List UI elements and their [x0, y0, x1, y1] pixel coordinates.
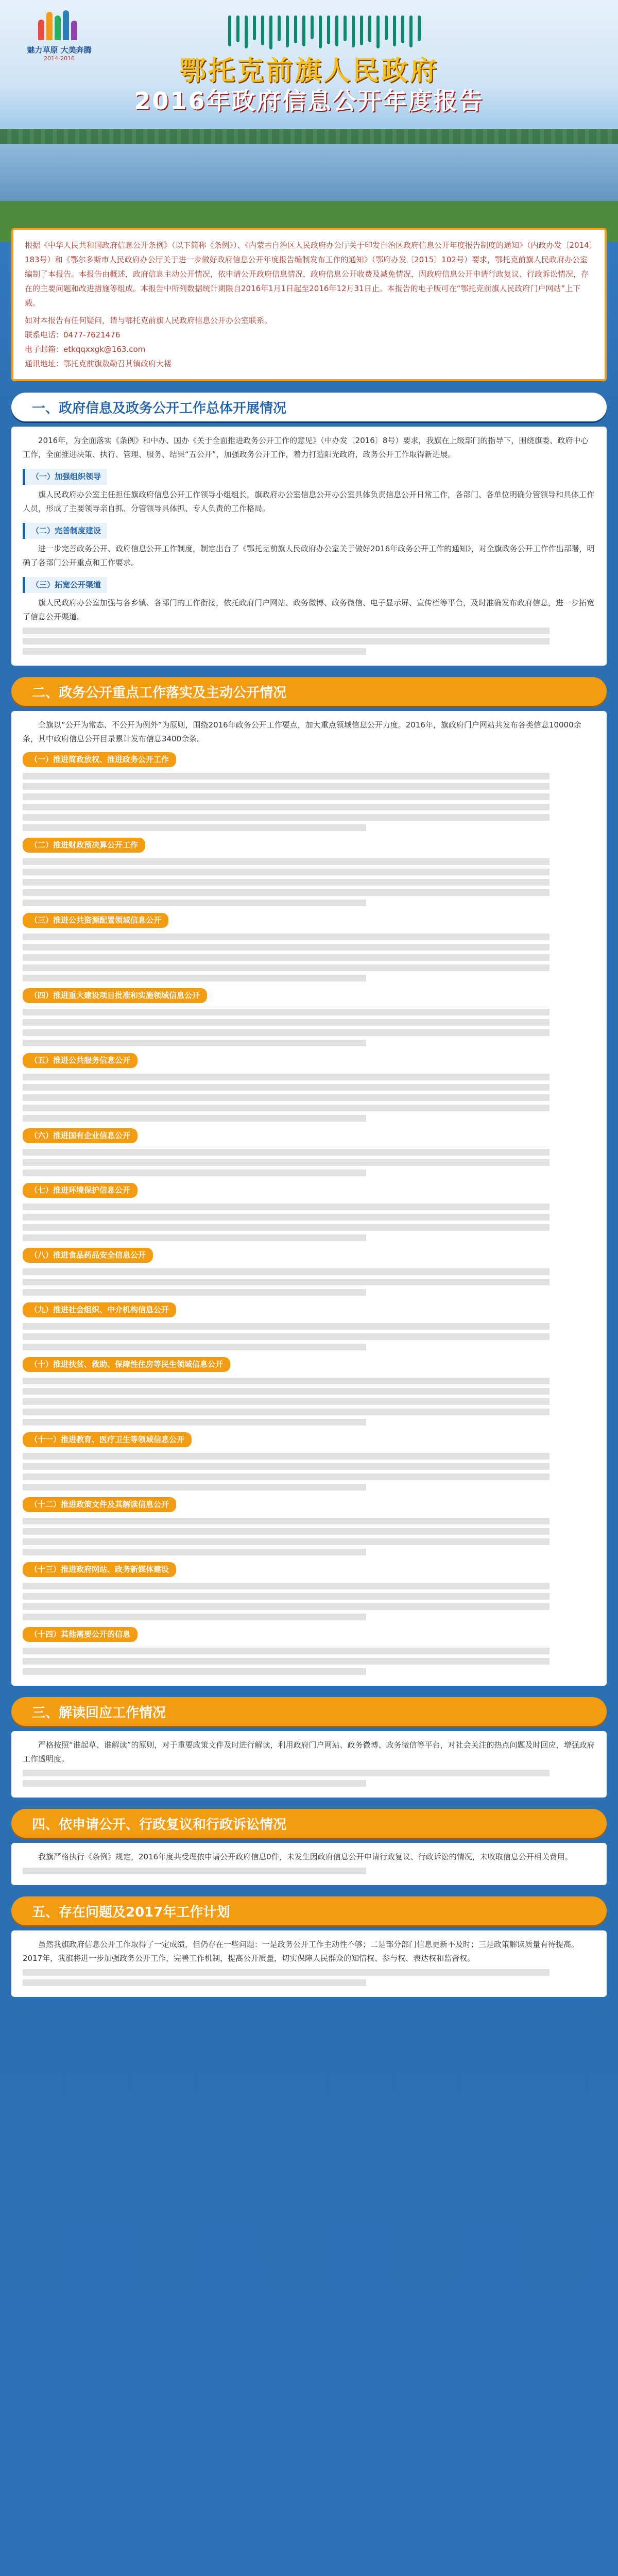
- text-line: [23, 1658, 595, 1665]
- text-line: [23, 1323, 595, 1330]
- text-line: [23, 773, 595, 779]
- text-line: [23, 1603, 595, 1610]
- text-line: [23, 648, 595, 655]
- text-line: [23, 1780, 595, 1787]
- section-1-lead: 2016年，为全面落实《条例》和中办、国办《关于全面推进政务公开工作的意见》（中办发〔2016〕8号）要求，我旗在上级部门的指导下，围绕旗委、政府中心工作，全面推进决策、执行、管理、服务、结果“五公开”，加强政务公开工作，着力打造阳光政府，政务公开工作取得新进展。: [23, 436, 589, 459]
- text-line: [23, 1074, 595, 1080]
- text-line: [23, 1419, 595, 1426]
- text-line: [23, 1969, 595, 1976]
- text-line: [23, 1648, 595, 1654]
- section-title-2: 二、政务公开重点工作落实及主动公开情况: [11, 677, 607, 706]
- section-2-item: （二）推进财政预决算公开工作: [23, 838, 145, 853]
- section-heading-3: [11, 1697, 607, 1726]
- text-line: [23, 1105, 595, 1111]
- text-line: [23, 1333, 595, 1340]
- banner-lake: [0, 144, 618, 206]
- text-line: [23, 1019, 595, 1026]
- text-line: [23, 1388, 595, 1395]
- text-line: [23, 1979, 595, 1986]
- text-line: [23, 1170, 595, 1176]
- text-line: [23, 1234, 595, 1241]
- text-line: [23, 1868, 595, 1874]
- text-line: [23, 1040, 595, 1046]
- contact-line: 如对本报告有任何疑问，请与鄂托克前旗人民政府信息公开办公室联系。: [25, 316, 272, 325]
- section-1-sub3-text: 旗人民政府办公室加强与各乡镇、各部门的工作衔接，依托政府门户网站、政务微博、政务微信、电子显示屏、宣传栏等平台，及时准确发布政府信息，进一步拓宽了信息公开渠道。: [23, 598, 595, 621]
- text-line: [23, 900, 595, 906]
- text-line: [23, 954, 595, 961]
- text-line: [23, 944, 595, 951]
- text-line: [23, 1204, 595, 1210]
- text-line: [23, 1528, 595, 1535]
- section-2-lead: 全旗以“公开为常态、不公开为例外”为原则，围绕2016年政务公开工作要点，加大重点领域信息公开力度。2016年，旗政府门户网站共发布各类信息10000余条，其中政府信息公开目录累计发布信息3400余条。: [23, 720, 581, 743]
- contact-phone: 联系电话：0477-7621476: [25, 330, 121, 340]
- section-heading-1: [11, 393, 607, 421]
- text-line: [23, 1289, 595, 1296]
- text-line: [23, 869, 595, 875]
- text-line: [23, 1473, 595, 1480]
- section-1-sub1-title: （一）加强组织领导: [23, 469, 107, 485]
- text-line: [23, 793, 595, 800]
- intro-box: [11, 228, 607, 381]
- text-line: [23, 1409, 595, 1415]
- text-line: [23, 934, 595, 940]
- text-line: [23, 1084, 595, 1091]
- section-5-text: 虽然我旗政府信息公开工作取得了一定成绩，但仍存在一些问题：一是政务公开工作主动性不够；二是部分部门信息更新不及时；三是政策解读质量有待提高。2017年，我旗将进一步加强政务公开工作，完善工作机制，提高公开质量，切实保障人民群众的知情权、参与权、表达权和监督权。: [23, 1940, 579, 1963]
- section-4-card: [11, 1843, 607, 1885]
- text-line: [23, 1094, 595, 1101]
- text-line: [23, 1593, 595, 1600]
- mongolian-script-decoration: [180, 15, 469, 52]
- logo-caption: 魅力草原 大美奔腾: [27, 45, 92, 55]
- logo-year: 2014-2016: [44, 55, 75, 62]
- section-heading-2: [11, 677, 607, 706]
- text-line: [23, 628, 595, 634]
- section-1-sub2-text: 进一步完善政务公开、政府信息公开工作制度，制定出台了《鄂托克前旗人民政府办公室关于做好2016年政务公开工作的通知》，对全旗政务公开工作作出部署，明确了各部门公开重点和工作要求。: [23, 544, 595, 567]
- text-line: [23, 1009, 595, 1015]
- text-line: [23, 1214, 595, 1221]
- section-2-item: （五）推进公共服务信息公开: [23, 1053, 138, 1068]
- text-line: [23, 1378, 595, 1384]
- section-2-item: （三）推进公共资源配置领域信息公开: [23, 913, 168, 928]
- section-2-item: （十一）推进教育、医疗卫生等领域信息公开: [23, 1432, 192, 1447]
- text-line: [23, 814, 595, 821]
- section-2-item: （一）推进简政放权、推进政务公开工作: [23, 752, 176, 767]
- section-3-text: 严格按照“谁起草、谁解读”的原则，对于重要政策文件及时进行解读，利用政府门户网站、政务微博、政务微信等平台，对社会关注的热点问题及时回应，增强政府工作透明度。: [23, 1740, 595, 1764]
- section-title-4: 四、依申请公开、行政复议和行政诉讼情况: [11, 1809, 607, 1838]
- text-line: [23, 1159, 595, 1166]
- text-line: [23, 858, 595, 865]
- text-line: [23, 1029, 595, 1036]
- text-line: [23, 1115, 595, 1122]
- text-line: [23, 1268, 595, 1275]
- section-1-card: [11, 427, 607, 666]
- text-line: [23, 1518, 595, 1524]
- contact-email: 电子邮箱：etkqqxxgk@163.com: [25, 345, 146, 354]
- text-line: [23, 804, 595, 810]
- section-2-item: （七）推进环境保护信息公开: [23, 1183, 138, 1198]
- text-line: [23, 1279, 595, 1285]
- section-heading-4: [11, 1809, 607, 1838]
- section-2-item: （九）推进社会组织、中介机构信息公开: [23, 1302, 176, 1317]
- section-1-sub2-title: （二）完善制度建设: [23, 523, 107, 539]
- text-line: [23, 638, 595, 645]
- text-line: [23, 1583, 595, 1589]
- text-line: [23, 1463, 595, 1470]
- text-line: [23, 1224, 595, 1231]
- section-title-5: 五、存在问题及2017年工作计划: [11, 1896, 607, 1925]
- section-title-1: 一、政府信息及政务公开工作总体开展情况: [11, 393, 607, 421]
- text-line: [23, 824, 595, 831]
- section-2-item: （四）推进重大建设项目批准和实施领域信息公开: [23, 988, 207, 1003]
- section-2-item: （十二）推进政策文件及其解读信息公开: [23, 1497, 176, 1512]
- section-1-sub3-title: （三）拓宽公开渠道: [23, 577, 107, 593]
- section-1-sub1-text: 旗人民政府办公室主任担任旗政府信息公开工作领导小组组长，旗政府办公室信息公开办公室具体负责信息公开日常工作，各部门、各单位明确分管领导和具体工作人员，形成了主要领导亲自抓、分管领导具体抓、专人负责的工作格局。: [23, 490, 595, 513]
- report-title-line1: 鄂托克前旗人民政府: [179, 55, 439, 87]
- text-line: [23, 1668, 595, 1675]
- section-2-item: （十）推进扶贫、救助、保障性住房等民生领域信息公开: [23, 1357, 230, 1372]
- text-line: [23, 1344, 595, 1350]
- text-line: [23, 783, 595, 790]
- header-banner: [0, 0, 618, 242]
- section-5-card: [11, 1930, 607, 1997]
- text-line: [23, 1549, 595, 1555]
- text-line: [23, 1398, 595, 1405]
- intro-text: 根据《中华人民共和国政府信息公开条例》（以下简称《条例》）、《内蒙古自治区人民政府办公厅关于印发自治区政府信息公开年度报告制度的通知》（内政办发〔2014〕183号）和《鄂尔多斯市人民政府办公厅关于进一步做好政府信息公开年度报告编制发布工作的通知》（鄂府办发〔2015〕102号）要求，鄂托克前旗人民政府办公室编制了本报告。本报告由概述，政府信息主动公开情况，依申请公开政府信息情况，政府信息公开收费及减免情况，因政府信息公开申请行政复议、行政诉讼情况，存在的主要问题和改进措施等组成。本报告中所列数据统计期限自2016年1月1日起至2016年12月31日止。本报告的电子版可在“鄂托克前旗人民政府门户网站”上下载。: [25, 241, 593, 308]
- section-2-item: （八）推进食品药品安全信息公开: [23, 1248, 153, 1263]
- section-2-card: [11, 711, 607, 1686]
- section-2-item: （十三）推进政府网站、政务新媒体建设: [23, 1562, 176, 1577]
- text-line: [23, 1538, 595, 1545]
- text-line: [23, 1149, 595, 1156]
- text-line: [23, 889, 595, 896]
- section-2-item: （十四）其他需要公开的信息: [23, 1627, 138, 1642]
- section-3-card: [11, 1731, 607, 1798]
- section-2-item: （六）推进国有企业信息公开: [23, 1128, 138, 1143]
- text-line: [23, 879, 595, 886]
- text-line: [23, 1453, 595, 1460]
- report-title-line2: 2016年政府信息公开年度报告: [134, 87, 484, 115]
- text-line: [23, 1770, 595, 1776]
- logo-icon: [36, 9, 82, 40]
- text-line: [23, 1484, 595, 1490]
- section-heading-5: [11, 1896, 607, 1925]
- text-line: [23, 975, 595, 981]
- text-line: [23, 964, 595, 971]
- section-4-text: 我旗严格执行《条例》规定，2016年度共受理依申请公开政府信息0件，未发生因政府信息公开申请行政复议、行政诉讼的情况，未收取信息公开相关费用。: [38, 1852, 573, 1861]
- text-line: [23, 1614, 595, 1620]
- contact-address: 通讯地址：鄂托克前旗敖勒召其镇政府大楼: [25, 359, 172, 368]
- section-title-3: 三、解读回应工作情况: [11, 1697, 607, 1726]
